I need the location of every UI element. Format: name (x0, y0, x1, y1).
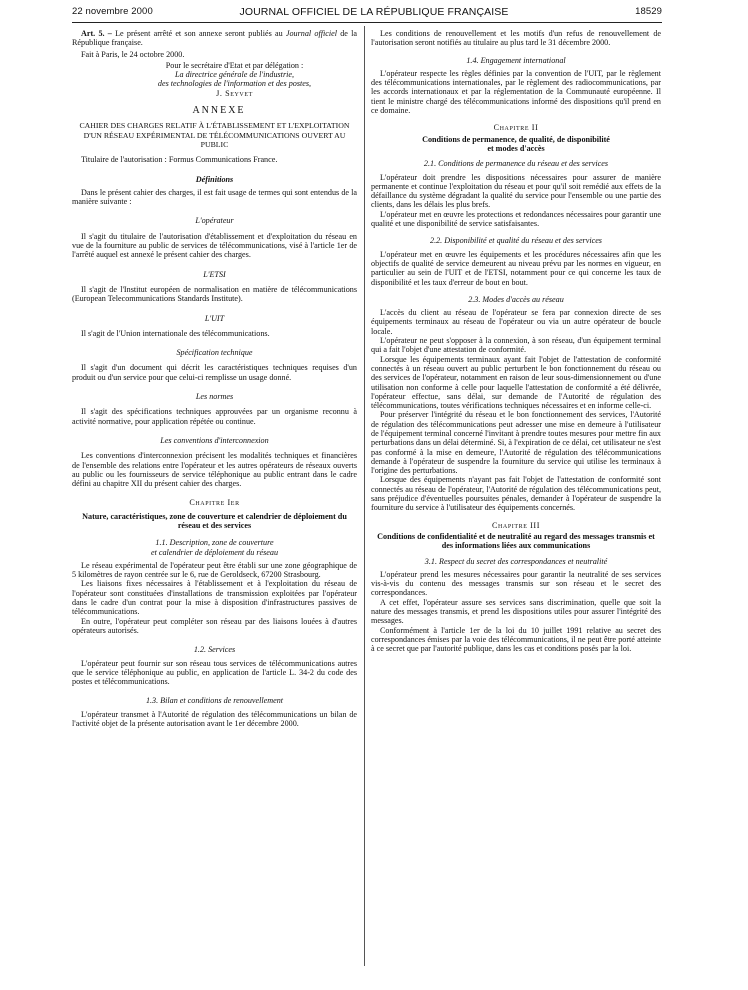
section-3-1-para-3: Conformément à l'article 1er de la loi du 10 juillet 1991 relative au secret des correspondances émises par la voie des télécommunications, il ne peut être porté atteinte à ce secret que par l'autorité publique, dans les cas et conditions posés par la loi. (371, 625, 661, 654)
section-1-4-heading: 1.4. Engagement international (466, 55, 566, 65)
chapter-3-label: Chapitre III (491, 520, 541, 530)
section-2-3-para-3: Lorsque les équipements terminaux ayant fait l'objet de l'attestation de conformité connectés à un réseau ouvert au public perturbent le bon fonctionnement du réseau ou des services de l'opérateur, notamment en raison de leur sous-dimensionnement ou d'une utilisation non conforme à celle pour laquelle l'attestation de conformité a été délivrée, l'opérateur effectue, sans délai, sur demande de l'Autorité de régulation des télécommunications, toutes vérifications techniques nécessaires et en informe celle-ci. (371, 354, 661, 411)
section-2-3-heading: 2.3. Modes d'accès au réseau (468, 294, 564, 304)
section-2-1-heading: 2.1. Conditions de permanence du réseau et des services (423, 159, 609, 169)
chapter-2-title: Conditions de permanence, de qualité, de disponibilité et modes d'accès (422, 134, 610, 153)
section-2-3-para-2: L'opérateur ne peut s'opposer à la connexion, à son réseau, d'un équipement terminal qui a fait l'objet d'une attestation de conformité. (371, 336, 661, 355)
etsi-text: Il s'agit de l'Institut européen de normalisation en matière de télécommunications (European Telecommunications Standards Institute). (72, 284, 357, 304)
article-5-lead: Art. 5. – (81, 29, 112, 38)
definitions-heading: Définitions (195, 174, 234, 184)
annexe-heading: ANNEXE (192, 105, 246, 117)
signature-line-3: des technologies de l'information et des postes, (157, 79, 312, 89)
section-2-1-para-1: L'opérateur doit prendre les dispositions nécessaires pour assurer de manière permanente et continue l'exploitation du réseau et pour qu'il soit remédié aux effets de la défaillance du système dégradant la qualité du service pour l'ensemble ou une partie des clients, dans les délais les plus brefs. (371, 172, 661, 210)
section-3-1-para-2: A cet effet, l'opérateur assure ses services sans discrimination, quelle que soit la nature des messages transmis, et prend les dispositions utiles pour assurer l'intégrité des messages. (371, 597, 661, 626)
fait-a-paris: Fait à Paris, le 24 octobre 2000. (81, 49, 185, 59)
section-2-1-para-2: L'opérateur met en œuvre les protections et redondances nécessaires pour garantir une qualité et une disponibilité de service satisfaisantes. (371, 209, 661, 229)
left-column (72, 29, 357, 728)
section-2-3-para-1: L'accès du client au réseau de l'opérateur se fera par connexion directe de ses équipements terminaux au réseau de l'opérateur ou via un autre opérateur de boucle locale. (371, 308, 661, 336)
section-2-3-para-5: Lorsque des équipements n'ayant pas fait l'objet de l'attestation de conformité sont connectés au réseau de l'opérateur, l'Autorité de régulation des télécommunications peut, sans préjudice d'éventuelles poursuites pénales, demander à l'opérateur de suspendre la fourniture du service à l'utilisateur des équipements concernés. (371, 475, 661, 513)
article-5-text: Le présent arrêté et son annexe seront publiés au (111, 29, 286, 38)
signatory-name: J. Seyvet (216, 88, 253, 98)
titulaire: Titulaire de l'autorisation : Formus Communications France. (81, 155, 278, 165)
chapter-2-label: Chapitre II (493, 123, 539, 133)
section-1-1-para-1: Le réseau expérimental de l'opérateur peut être établi sur une zone géographique de 5 kilomètres de rayon centrée sur le 6, rue de Geroldseck, 67200 Strasbourg. (72, 560, 357, 580)
section-1-2-heading: 1.2. Services (193, 645, 236, 655)
uit-heading: L'UIT (204, 313, 225, 323)
operateur-heading: L'opérateur (195, 216, 234, 226)
conventions-heading: Les conventions d'interconnexion (160, 435, 269, 445)
right-column (371, 29, 661, 654)
section-1-2-text: L'opérateur peut fournir sur son réseau tous services de télécommunications autres que le service téléphonique au public, en application de l'article L. 34-2 du code des postes et télécommunications. (72, 658, 357, 687)
conventions-text: Les conventions d'interconnexion précisent les modalités techniques et financières de l'ensemble des relations entre l'opérateur et les autres opérateurs de réseaux ouverts au public ou les fournisseurs de service téléphonique au public entrant dans le cadre défini au chapitre XII du présent cahier des charges. (72, 451, 357, 489)
section-1-1-heading-b: et calendrier de déploiement du réseau (150, 547, 279, 557)
signature-line-2: La directrice générale de l'industrie, (175, 70, 294, 80)
section-1-1-heading-a: 1.1. Description, zone de couverture (155, 538, 274, 548)
section-1-1-para-3: En outre, l'opérateur peut compléter son réseau par des liaisons louées à d'autres opérateurs autorisés. (72, 616, 357, 635)
signature-line-1: Pour le secrétaire d'Etat et par délégation : (165, 60, 304, 70)
journal-title: JOURNAL OFFICIEL DE LA RÉPUBLIQUE FRANÇAISE (239, 6, 509, 18)
section-2-2-text: L'opérateur met en œuvre les équipements et les procédures nécessaires afin que les objectifs de qualité de service demeurent au niveau prévu par les normes en vigueur, en particulier au sein de l'UIT et de l'ETSI, notamment pour ce qui concerne les taux de disponibilité et les taux d'erreur de bout en bout. (371, 249, 661, 287)
journal-officiel-ref: Journal officiel (285, 29, 337, 38)
section-2-2-heading: 2.2. Disponibilité et qualité du réseau et des services (430, 236, 602, 246)
normes-heading: Les normes (195, 392, 234, 402)
chapter-3-title: Conditions de confidentialité et de neutralité au regard des messages transmis et des informations liées aux communications (377, 531, 655, 551)
issue-date: 22 novembre 2000 (72, 6, 153, 17)
specification-text: Il s'agit d'un document qui décrit les caractéristiques techniques requises d'un produit ou d'un service pour que celui-ci remplisse un usage donné. (72, 363, 357, 382)
section-1-3-text: L'opérateur transmet à l'Autorité de régulation des télécommunications un bilan de l'activité objet de la présente autorisation avant le 1er décembre 2000. (72, 709, 357, 729)
specification-heading: Spécification technique (176, 348, 253, 358)
article-5-end: de la République française. (72, 29, 357, 48)
section-1-1-para-2: Les liaisons fixes nécessaires à l'établissement et à l'exploitation du réseau de l'opérateur sont constituées d'installations de transmission exploitées par l'opérateur dans le cadre d'un contrat pour la mise à disposition d'infrastructures passives de télécommunications. (72, 579, 357, 617)
etsi-heading: L'ETSI (203, 269, 226, 279)
renewal-continuation: Les conditions de renouvellement et les motifs d'un refus de renouvellement de l'autorisation seront notifiés au titulaire au plus tard le 31 décembre 2000. (371, 29, 661, 48)
normes-text: Il s'agit des spécifications techniques approuvées par un organisme reconnu à activité normative, pour application répétée ou continue. (72, 407, 357, 426)
section-3-1-heading: 3.1. Respect du secret des correspondances et neutralité (424, 556, 608, 566)
page-number: 18529 (635, 6, 662, 17)
chapter-1-label: Chapitre Ier (189, 498, 240, 508)
section-2-3-para-4: Pour préserver l'intégrité du réseau et le bon fonctionnement des services, l'Autorité de régulation des télécommunications peut adresser une mise en demeure à l'utilisateur de l'équipement terminal concerné l'invitant à prendre toutes mesures pour mettre fin aux perturbations dans un délai déterminé. Si, à l'expiration de ce délai, cet utilisateur ne s'est pas conformé à la mise en demeure, l'Autorité de régulation des télécommunications demande à l'opérateur de suspendre la fourniture du service qui utilise les terminaux à l'origine des perturbations. (371, 410, 661, 476)
section-1-3-heading: 1.3. Bilan et conditions de renouvellement (145, 696, 284, 706)
definitions-text: Dans le présent cahier des charges, il est fait usage de termes qui sont entendus de la manière suivante : (72, 187, 357, 207)
section-1-4-text: L'opérateur respecte les règles définies par la convention de l'UIT, par le règlement des télécommunications internationales, par le règlement des radiocommunications, par les accords internationaux et par la réglementation de la Communauté européenne. Il tient le ministre chargé des télécommunications informé des dispositions qu'il prend en ce domaine. (371, 68, 661, 116)
cahier-title: CAHIER DES CHARGES RELATIF À L'ÉTABLISSEMENT ET L'EXPLOITATION D'UN RÉSEAU EXPÉRIMENTAL DE TÉLÉCOMMUNICATIONS OUVERT AU PUBLIC (79, 121, 350, 149)
operateur-text: Il s'agit du titulaire de l'autorisation d'établissement et d'exploitation du réseau en vue de la fourniture au public de services de télécommunications, visé à l'article 1er de l'arrêté auquel est annexé le présent cahier des charges. (72, 231, 357, 260)
page-header (0, 0, 748, 24)
section-3-1-para-1: L'opérateur prend les mesures nécessaires pour garantir la neutralité de ses services vis-à-vis du contenu des messages transmis sur son réseau et le secret des correspondances. (371, 569, 661, 598)
article-5 (72, 29, 357, 48)
column-divider (364, 26, 365, 966)
uit-text: Il s'agit de l'Union internationale des télécommunications. (81, 328, 270, 338)
header-rule (72, 22, 662, 23)
chapter-1-title: Nature, caractéristiques, zone de couverture et calendrier de déploiement du réseau et des services (82, 511, 347, 530)
